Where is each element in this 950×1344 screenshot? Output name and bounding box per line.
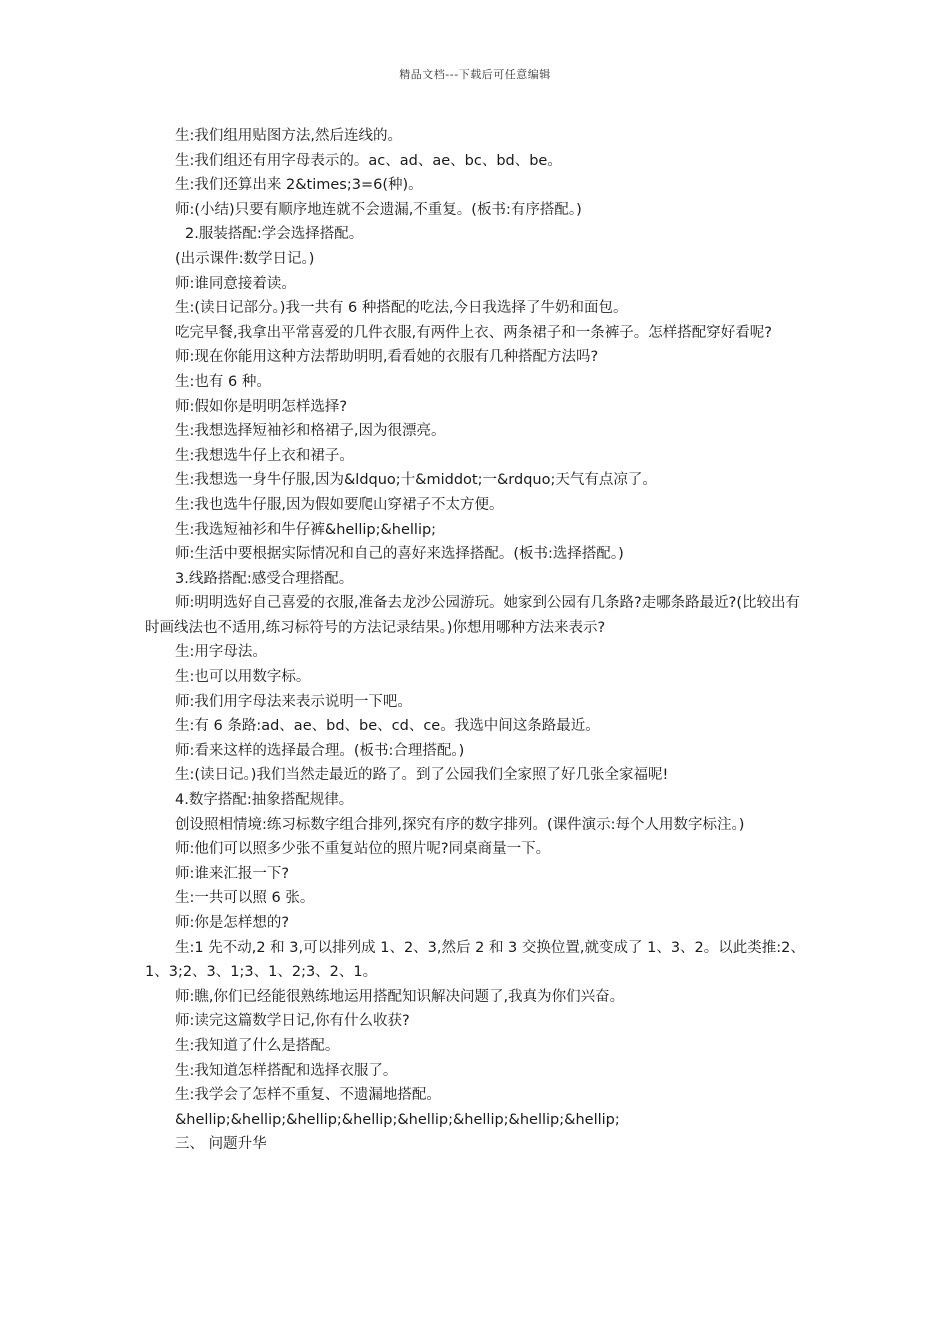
- paragraph: 师:现在你能用这种方法帮助明明,看看她的衣服有几种搭配方法吗?: [175, 349, 599, 366]
- paragraph: 生:我也选牛仔服,因为假如要爬山穿裙子不太方便。: [175, 496, 504, 513]
- paragraph: 生:我想选择短袖衫和格裙子,因为很漂亮。: [175, 423, 446, 440]
- paragraph: 生:我们组用贴图方法,然后连线的。: [175, 128, 402, 144]
- paragraph: 师:假如你是明明怎样选择?: [175, 398, 348, 415]
- paragraph: 生:也有 6 种。: [175, 373, 271, 390]
- document-body: [145, 124, 810, 1157]
- paragraph: 生:我知道怎样搭配和选择衣服了。: [175, 1062, 398, 1079]
- paragraph: &hellip;&hellip;&hellip;&hellip;&hellip;&hellip;&hellip;&hellip;: [175, 1111, 620, 1128]
- paragraph: 吃完早餐,我拿出平常喜爱的几件衣服,有两件上衣、两条裙子和一条裤子。怎样搭配穿好看呢?: [175, 324, 772, 341]
- paragraph: 创设照相情境:练习标数字组合排列,探究有序的数字排列。(课件演示:每个人用数字标注。): [175, 816, 745, 833]
- paragraph: 生:也可以用数字标。: [175, 669, 311, 686]
- paragraph: 生:我知道了什么是搭配。: [175, 1037, 340, 1054]
- paragraph: 生:一共可以照 6 张。: [175, 890, 315, 907]
- paragraph: 生:我们组还有用字母表示的。ac、ad、ae、bc、bd、be。: [175, 152, 562, 169]
- paragraph: 生:我学会了怎样不重复、不遗漏地搭配。: [175, 1087, 441, 1104]
- paragraph: 师:他们可以照多少张不重复站位的照片呢?同桌商量一下。: [175, 841, 551, 858]
- paragraph: 师:明明选好自己喜爱的衣服,准备去龙沙公园游玩。她家到公园有几条路?走哪条路最近?(比较出有时画线法也不适用,练习标符号的方法记录结果。)你想用哪种方法来表示?: [145, 595, 801, 636]
- paragraph: 生:我想选牛仔上衣和裙子。: [175, 447, 354, 464]
- paragraph: 师:我们用字母法来表示说明一下吧。: [175, 693, 412, 710]
- paragraph: 师:(小结)只要有顺序地连就不会遗漏,不重复。(板书:有序搭配。): [175, 201, 582, 218]
- paragraph: 生:1 先不动,2 和 3,可以排列成 1、2、3,然后 2 和 3 交换位置,就变成了 1、3、2。以此类推:2、1、3;2、3、1;3、1、2;3、2、1。: [145, 939, 805, 981]
- paragraph: 师:看来这样的选择最合理。(板书:合理搭配。): [175, 742, 465, 759]
- page-header: 精品文档---下载后可任意编辑: [399, 68, 551, 81]
- paragraph: (出示课件:数学日记。): [175, 250, 315, 267]
- paragraph: 生:(读日记。)我们当然走最近的路了。到了公园我们全家照了好几张全家福呢!: [175, 767, 669, 784]
- paragraph: 师:谁来汇报一下?: [175, 865, 290, 882]
- paragraph: 生:有 6 条路:ad、ae、bd、be、cd、ce。我选中间这条路最近。: [175, 718, 600, 735]
- paragraph: 生:我想选一身牛仔服,因为&ldquo;十&middot;一&rdquo;天气有点凉了。: [175, 472, 657, 489]
- section-heading: 3.线路搭配:感受合理搭配。: [175, 570, 354, 587]
- section-heading: 2.服装搭配:学会选择搭配。: [185, 226, 364, 243]
- paragraph: 师:生活中要根据实际情况和自己的喜好来选择搭配。(板书:选择搭配。): [175, 546, 624, 563]
- section-heading: 4.数字搭配:抽象搭配规律。: [175, 792, 354, 809]
- paragraph: 师:你是怎样想的?: [175, 915, 290, 931]
- paragraph: 生:用字母法。: [175, 644, 267, 661]
- section-heading: 三、 问题升华: [175, 1136, 267, 1153]
- paragraph: 生:我选短袖衫和牛仔裤&hellip;&hellip;: [175, 521, 437, 538]
- paragraph: 师:读完这篇数学日记,你有什么收获?: [175, 1013, 410, 1030]
- paragraph: 生:(读日记部分。)我一共有 6 种搭配的吃法,今日我选择了牛奶和面包。: [175, 300, 628, 317]
- paragraph: 师:谁同意接着读。: [175, 275, 296, 292]
- paragraph: 师:瞧,你们已经能很熟练地运用搭配知识解决问题了,我真为你们兴奋。: [175, 988, 625, 1005]
- paragraph: 生:我们还算出来 2&times;3=6(种)。: [175, 177, 423, 194]
